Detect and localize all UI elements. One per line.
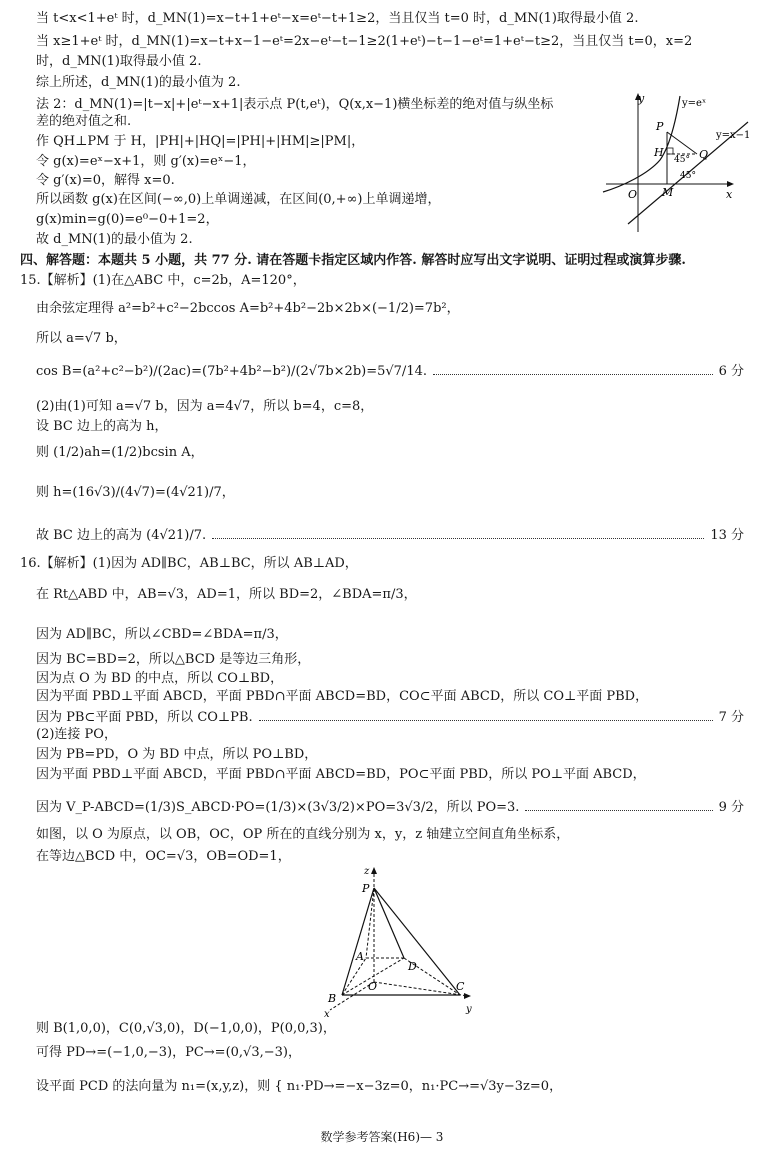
text-line: 时，d_MN(1)取得最小值 2. [36,54,202,69]
text-line: 设平面 PCD 的法向量为 n₁=(x,y,z)，则 { n₁·PD→=−x−3z=0，n₁·PC→=√3y−3z=0， [36,1079,563,1094]
score-mark: 13 分 [710,528,744,543]
text-line: g(x)min=g(0)=e⁰−0+1=2， [36,212,219,227]
angle-label: 45° [674,155,690,165]
score-mark: 6 分 [718,364,744,379]
text-line: 差的绝对值之和. [36,114,132,129]
text-line: 设 BC 边上的高为 h， [36,419,168,434]
text-line: 因为平面 PBD⊥平面 ABCD，平面 PBD∩平面 ABCD=BD，CO⊂平面 ABCD，所以 CO⊥平面 PBD， [36,689,649,704]
text-line: (2)连接 PO， [36,727,117,742]
text-line: 在 Rt△ABD 中，AB=√3，AD=1，所以 BD=2，∠BDA=π/3， [36,587,417,602]
leader-line [36,706,744,725]
text-line: 则 h=(16√3)/(4√7)=(4√21)/7， [36,485,235,500]
text-line: 当 x≥1+eᵗ 时，d_MN(1)=x−t+x−1−eᵗ=2x−eᵗ−t−1≥2(1+eᵗ)−t−1−eᵗ=1+eᵗ−t≥2，当且仅当 t=0，x=2 [36,34,693,49]
curve-label: y=eˣ [682,98,707,109]
text-line: 令 g′(x)=0，解得 x=0. [36,173,175,188]
text-line: 因为 PB=PD，O 为 BD 中点，所以 PO⊥BD， [36,747,318,762]
pyramid-figure [308,862,488,1022]
text-line: 当 t<x<1+eᵗ 时，d_MN(1)=x−t+1+eᵗ−x=eᵗ−t+1≥2，当且仅当 t=0 时，d_MN(1)取得最小值 2. [36,11,639,26]
point-p-label: P [362,882,370,895]
point-q-label: Q [699,148,709,161]
point-b-label: B [328,992,337,1005]
point-p-label: P [656,120,664,133]
text-line: (2)由(1)可知 a=√7 b，因为 a=4√7，所以 b=4，c=8， [36,399,374,414]
leader-line [36,796,744,815]
text-line: 所以 a=√7 b， [36,331,127,346]
x-axis-label: x [726,188,733,201]
leader-line [36,360,744,379]
text-line: 令 g(x)=eˣ−x+1，则 g′(x)=eˣ−1， [36,154,256,169]
text-line: 因为平面 PBD⊥平面 ABCD，平面 PBD∩平面 ABCD=BD，PO⊂平面 PBD，所以 PO⊥平面 ABCD， [36,767,646,782]
problem-16-head: 16.【解析】(1)因为 AD∥BC，AB⊥BC，所以 AB⊥AD， [20,556,358,571]
text-line: 因为 PB⊂平面 PBD，所以 CO⊥PB. [36,710,253,725]
line-label: y=x−1 [716,130,751,141]
text-line: 综上所述，d_MN(1)的最小值为 2. [36,75,241,90]
score-mark: 9 分 [718,800,744,815]
y-axis-label: y [466,1004,472,1015]
score-mark: 7 分 [718,710,744,725]
point-a-label: A [356,950,364,963]
text-line: 因为 AD∥BC，所以∠CBD=∠BDA=π/3， [36,627,288,642]
text-line: 作 QH⊥PM 于 H，|PH|+|HQ|=|PH|+|HM|≥|PM|， [36,134,365,149]
z-axis-label: z [364,866,370,877]
text-line: 因为点 O 为 BD 的中点，所以 CO⊥BD， [36,671,284,686]
text-line: 所以函数 g(x)在区间(−∞,0)上单调递减，在区间(0,+∞)上单调递增， [36,192,441,207]
dotted-leader [212,538,704,539]
text-line: 故 d_MN(1)的最小值为 2. [36,232,193,247]
text-line: 可得 PD→=(−1,0,−3)，PC→=(0,√3,−3)， [36,1045,301,1060]
text-line: 则 (1/2)ah=(1/2)bcsin A， [36,445,204,460]
y-axis-label: y [638,92,645,105]
text-line: 由余弦定理得 a²=b²+c²−2bccos A=b²+4b²−2b×2b×(−1/2)=7b²， [36,301,460,316]
equation-line: 因为 V_P-ABCD=(1/3)S_ABCD·PO=(1/3)×(3√3/2)×PO=3√3/2，所以 PO=3. [36,800,520,815]
origin-label: O [368,980,378,993]
angle-label: 45° [680,171,696,181]
dotted-leader [433,374,713,375]
section-header: 四、解答题：本题共 5 小题，共 77 分. 请在答题卡指定区域内作答. 解答时应写出文字说明、证明过程或演算步骤. [20,253,686,268]
point-d-label: D [408,960,417,973]
text-line: 因为 BC=BD=2，所以△BCD 是等边三角形， [36,652,311,667]
dotted-leader [259,720,713,721]
text-line: 在等边△BCD 中，OC=√3，OB=OD=1， [36,849,291,864]
problem-15-head: 15.【解析】(1)在△ABC 中，c=2b，A=120°， [20,273,306,288]
text-line: 法 2：d_MN(1)=|t−x|+|eᵗ−x+1|表示点 P(t,eᵗ)，Q(x,x−1)横坐标差的绝对值与纵坐标 [36,97,554,112]
text-line: 如图，以 O 为原点，以 OB，OC，OP 所在的直线分别为 x，y，z 轴建立空间直角坐标系， [36,827,570,842]
point-c-label: C [456,980,465,993]
point-h-label: H [654,146,664,159]
page-footer: 数学参考答案(H6)— 3 [320,1130,444,1144]
origin-label: O [628,188,638,201]
equation-line: 故 BC 边上的高为 (4√21)/7. [36,528,207,543]
dotted-leader [525,810,712,811]
x-axis-label: x [324,1009,330,1020]
leader-line [36,524,744,543]
text-line: 则 B(1,0,0)，C(0,√3,0)，D(−1,0,0)，P(0,0,3)， [36,1021,336,1036]
equation-line: cos B=(a²+c²−b²)/(2ac)=(7b²+4b²−b²)/(2√7b×2b)=5√7/14. [36,364,427,379]
point-m-label: M [662,186,674,199]
exponential-line-figure [598,90,758,240]
